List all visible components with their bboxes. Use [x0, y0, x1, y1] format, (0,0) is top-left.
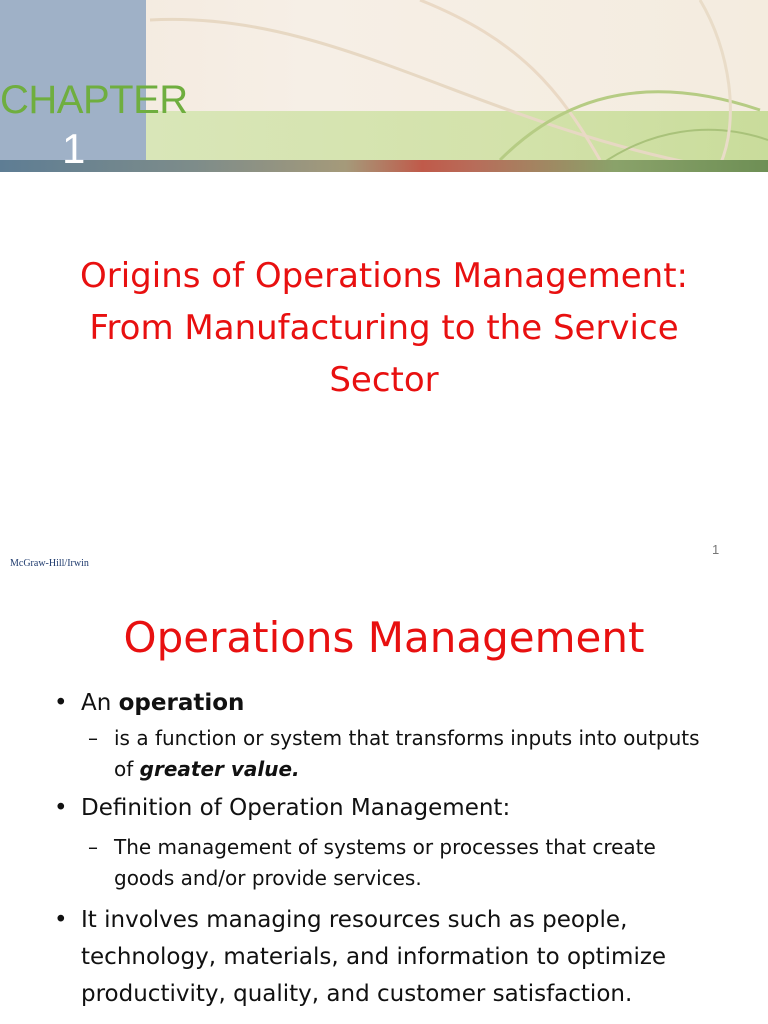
chapter-banner	[0, 0, 768, 172]
sub-bullet-line: of greater value.	[114, 757, 300, 781]
sub-bullet-line: goods and/or provide services.	[114, 866, 422, 890]
slide-title	[0, 250, 768, 406]
bullet-bold-term: operation	[118, 690, 245, 716]
bullet-text: An	[81, 690, 119, 716]
publisher-label: McGraw-Hill/Irwin	[10, 558, 89, 569]
slide-title: Operations Management	[123, 613, 645, 662]
title-line-2: From Manufacturing to the Service	[89, 308, 679, 348]
bullet-line: It involves managing resources such as people,	[81, 907, 628, 933]
page-number: 1	[712, 542, 720, 557]
content-slide	[0, 590, 768, 1024]
sub-bullet-line: is a function or system that transforms inputs into outputs	[114, 726, 700, 750]
bullet-dot: •	[54, 690, 68, 716]
bullet-item	[0, 902, 768, 1013]
sub-bullet-item	[0, 832, 768, 894]
bullet-dot: •	[54, 795, 68, 821]
sub-bullet-item	[0, 723, 768, 785]
title-line-1: Origins of Operations Management:	[79, 256, 688, 296]
bullet-item	[0, 688, 768, 719]
title-line-3: Sector	[329, 360, 439, 400]
sub-bullet-dash: –	[88, 835, 98, 859]
bullet-text: Definition of Operation Management:	[81, 795, 511, 821]
chapter-number: 1	[62, 125, 86, 172]
sub-bullet-dash: –	[88, 726, 98, 750]
bullet-line: productivity, quality, and customer satisfaction.	[81, 981, 633, 1007]
sub-bullet-line: The management of systems or processes that create	[114, 835, 656, 859]
bullet-list	[0, 688, 768, 1013]
bullet-line: technology, materials, and information to optimize	[81, 944, 667, 970]
emphasis-text: greater value.	[139, 757, 300, 781]
banner-stripe	[0, 160, 768, 172]
bullet-dot: •	[54, 907, 68, 933]
chapter-label: CHAPTER	[0, 78, 188, 122]
bullet-item	[0, 793, 768, 824]
